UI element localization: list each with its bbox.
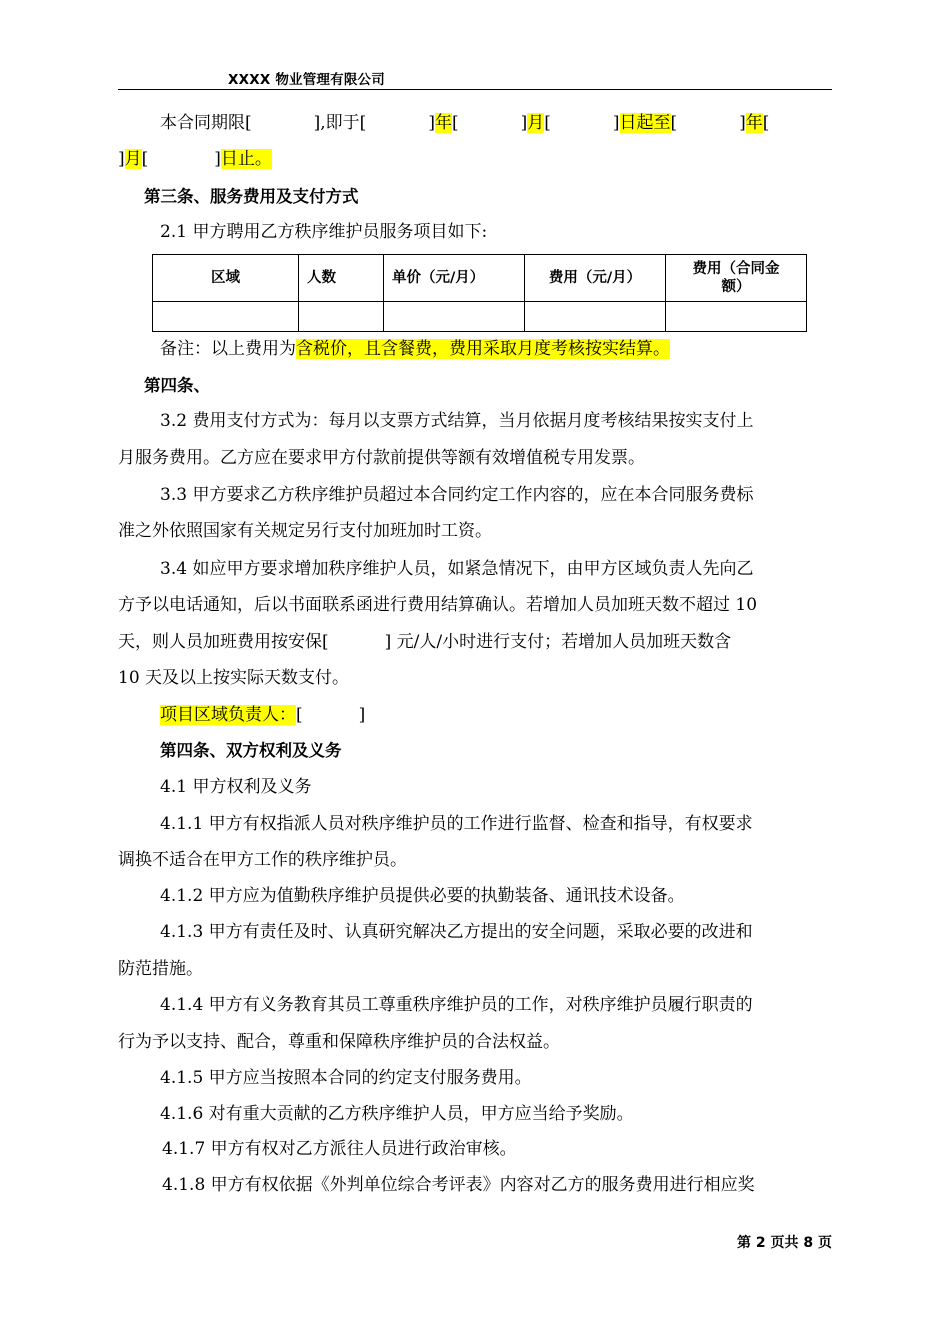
term-day-from: 日起至 [619,113,671,133]
clause-3-4-line-2: 方予以电话通知，后以书面联系函进行费用结算确认。若增加人员加班天数不超过 10 [118,595,758,615]
table-cell [666,302,807,332]
table-row [153,302,807,332]
col-region: 区域 [153,255,299,302]
clause-4-1-4-line-2: 行为予以支持、配合，尊重和保障秩序维护员的合法权益。 [118,1032,560,1052]
fee-note-highlight: 含税价，且含餐费，费用采取月度考核按实结算。 [296,339,670,359]
area-responsible-label: 项目区域负责人： [160,705,296,725]
clause-4-1-3-line-2: 防范措施。 [118,959,203,979]
col-headcount: 人数 [299,255,384,302]
col-unit-price: 单价（元/月） [384,255,525,302]
fee-table-header [153,255,807,302]
clause-4-1-1-line-1: 4.1.1 甲方有权指派人员对秩序维护员的工作进行监督、检查和指导，有权要求 [160,814,753,834]
section-3-title: 第三条、服务费用及支付方式 [144,187,359,206]
section-4a-title: 第四条、 [144,376,210,395]
section-4b-title: 第四条、双方权利及义务 [160,741,342,760]
clause-3-4-line-4: 10 天及以上按实际天数支付。 [118,668,350,688]
table-cell [525,302,666,332]
clause-3-4-line-3: 天，则人员加班费用按安保[ ] 元/人/小时进行支付；若增加人员加班天数含 [118,632,732,652]
fee-table [152,254,807,332]
clause-3-4-line-1: 3.4 如应甲方要求增加秩序维护人员，如紧急情况下，由甲方区域负责人先向乙 [160,559,754,579]
table-cell [153,302,299,332]
term-year-1: 年 [434,113,452,133]
table-cell [384,302,525,332]
clause-3-2-line-2: 月服务费用。乙方应在要求甲方付款前提供等额有效增值税专用发票。 [118,448,645,468]
term-line-2: ]月[ ]日止。 [118,149,272,169]
term-day-end: 日止。 [220,149,272,169]
clause-4-1-8: 4.1.8 甲方有权依据《外判单位综合考评表》内容对乙方的服务费用进行相应奖 [162,1175,755,1195]
clause-4-1-6: 4.1.6 对有重大贡献的乙方秩序维护人员，甲方应当给予奖励。 [160,1104,634,1124]
clause-4-1: 4.1 甲方权利及义务 [160,777,312,797]
fee-note: 备注：以上费用为含税价，且含餐费，费用采取月度考核按实结算。 [160,339,670,359]
col-fee-contract: 费用（合同金 额） [666,255,807,302]
clause-4-1-5: 4.1.5 甲方应当按照本合同的约定支付服务费用。 [160,1068,532,1088]
term-month-1: 月 [527,113,545,133]
clause-4-1-3-line-1: 4.1.3 甲方有责任及时、认真研究解决乙方提出的安全问题，采取必要的改进和 [160,922,753,942]
clause-4-1-1-line-2: 调换不适合在甲方工作的秩序维护员。 [118,850,407,870]
term-line-1: 本合同期限[ ],即于[ ]年[ ]月[ ]日起至[ ]年[ [160,113,770,133]
col-fee-monthly: 费用（元/月） [525,255,666,302]
clause-4-1-7: 4.1.7 甲方有权对乙方派往人员进行政治审核。 [162,1139,517,1159]
section-3-intro: 2.1 甲方聘用乙方秩序维护员服务项目如下: [160,222,488,242]
table-cell [299,302,384,332]
clause-3-3-line-1: 3.3 甲方要求乙方秩序维护员超过本合同约定工作内容的，应在本合同服务费标 [160,485,754,505]
clause-3-3-line-2: 准之外依照国家有关规定另行支付加班加时工资。 [118,521,492,541]
clause-4-1-2: 4.1.2 甲方应为值勤秩序维护员提供必要的执勤装备、通讯技术设备。 [160,886,685,906]
page-number: 第 2 页共 8 页 [737,1235,832,1251]
area-responsible: 项目区域负责人：[ ] [160,705,366,725]
company-header: XXXX 物业管理有限公司 [228,72,385,88]
clause-3-2-line-1: 3.2 费用支付方式为：每月以支票方式结算，当月依据月度考核结果按实支付上 [160,411,754,431]
term-year-2: 年 [745,113,763,133]
term-month-2: 月 [124,149,142,169]
header-divider [118,89,832,90]
clause-4-1-4-line-1: 4.1.4 甲方有义务教育其员工尊重秩序维护员的工作，对秩序维护员履行职责的 [160,995,753,1015]
